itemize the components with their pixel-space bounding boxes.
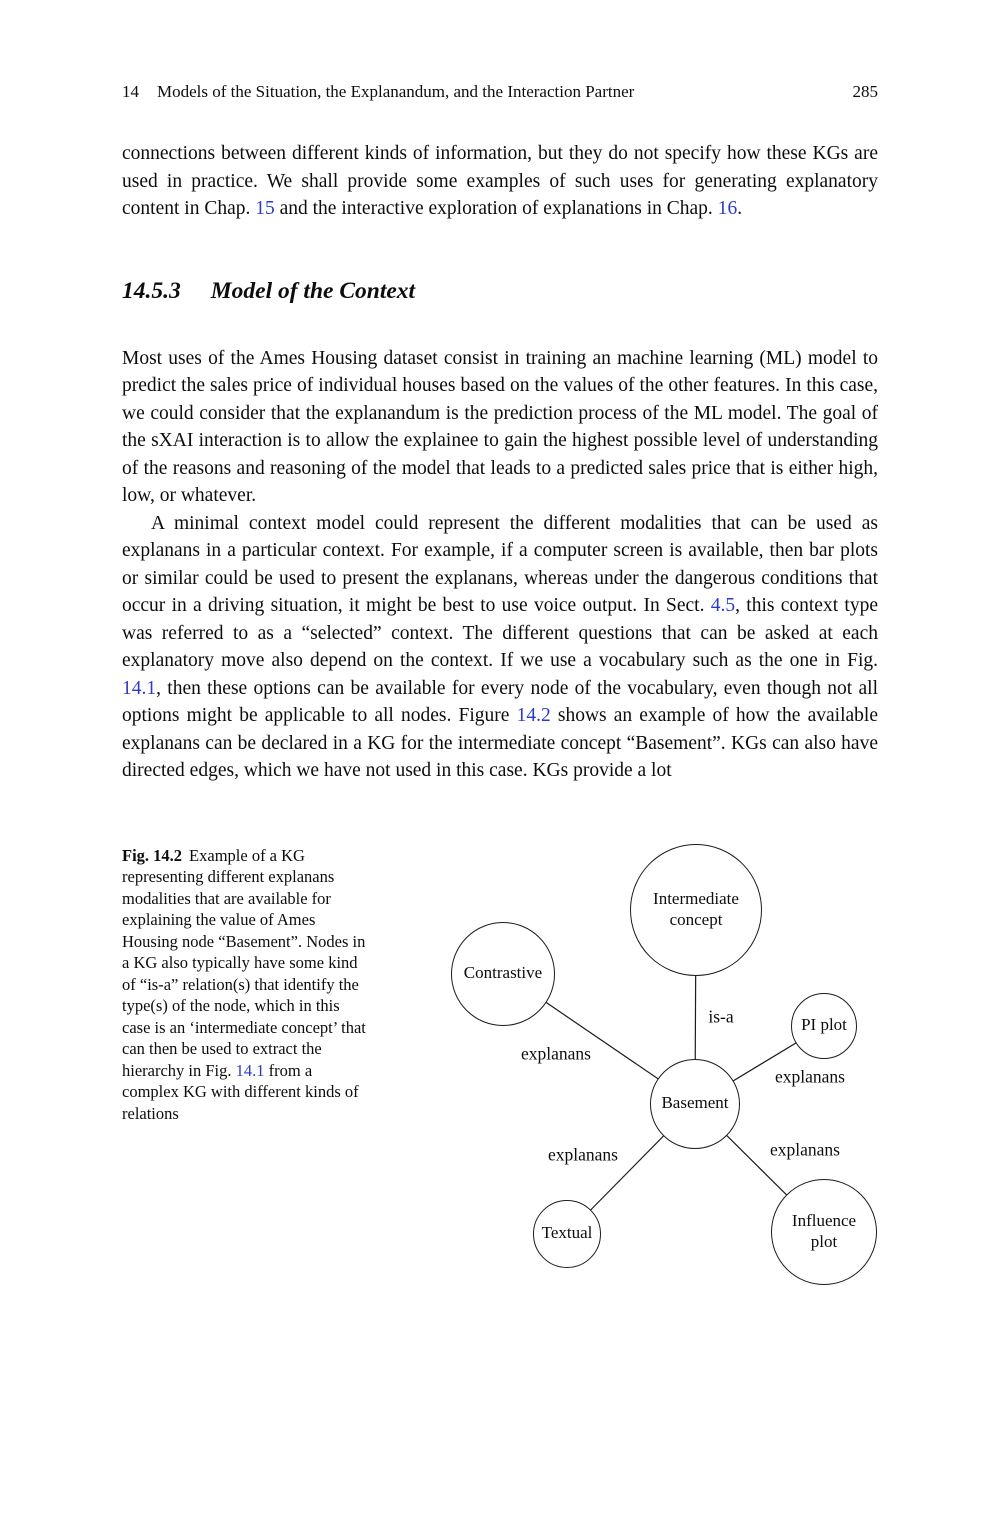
cross-reference-link[interactable]: 16: [717, 198, 738, 219]
text-segment: connections between different kinds of information, but they do not specify how these KGs are used in practice. We shall provide some examples of such uses for generating explanatory content in Chap.: [122, 143, 878, 219]
running-title-group: [122, 82, 634, 102]
running-title: Models of the Situation, the Explanandum, and the Interaction Partner: [157, 82, 635, 101]
section-heading: [122, 277, 878, 305]
cross-reference-link[interactable]: 15: [255, 198, 275, 219]
paragraph-context-2: [122, 510, 878, 785]
edge-label-explanans-influence: explanans: [770, 1139, 840, 1159]
page-header: [122, 82, 878, 102]
text-segment: shows an example of how the available explanans can be declared in a KG for the intermediate concept “Basement”. KGs can also have directed edges, which we have not used in this case. KGs provide a lot: [122, 705, 878, 781]
graph-node-pi-plot: [791, 993, 857, 1059]
text-segment: from a complex KG with different kinds of relations: [122, 1060, 359, 1123]
cross-reference-link[interactable]: 14.2: [516, 705, 551, 726]
graph-edges: [122, 839, 878, 1301]
cross-reference-link[interactable]: 14.1: [235, 1060, 265, 1080]
page-number: 285: [852, 82, 878, 101]
text-segment: , then these options can be available for every node of the vocabulary, even though not all options might be applicable to all nodes. Figure: [122, 677, 878, 726]
paragraph-context-1: [122, 345, 878, 510]
node-label: Intermediate concept: [653, 888, 739, 929]
knowledge-graph-diagram: [122, 839, 878, 1301]
cross-reference-link[interactable]: 4.5: [710, 595, 736, 616]
edge-label-explanans-pi-plot: explanans: [775, 1066, 845, 1086]
paragraph-intro: [122, 140, 878, 223]
edge-label-explanans-textual: explanans: [548, 1144, 618, 1164]
text-segment: .: [737, 198, 743, 219]
graph-node-contrastive: [451, 922, 555, 1026]
edge-label-is-a: is-a: [708, 1006, 734, 1026]
graph-node-basement: [650, 1059, 740, 1149]
text-segment: Most uses of the Ames Housing dataset consist in training an machine learning (ML) model to predict the sales price of individual houses based on the values of the other features. In this case, we could consider that the explanandum is the prediction process of the ML model. The goal of the sXAI interaction is to allow the explainee to gain the highest possible level of understanding of the reasons and reasoning of the model that leads to a predicted sales price that is either high, low, or whatever.: [122, 347, 878, 506]
text-segment: A minimal context model could represent the different modalities that can be used as explanans in a particular context. For example, if a computer screen is available, then bar plots or similar could be used to present the explanans, whereas under the dangerous conditions that occur in a driving situation, it might be best to use voice output. In Sect.: [122, 512, 878, 616]
text-segment: Example of a KG representing different explanans modalities that are available for explaining the value of Ames Housing node “Basement”. Nodes in a KG also typically have some kind of “is-a” relation(s) that identify the type(s) of the node, which in this case is an ‘intermediate concept’ that can then be used to extract the hierarchy in Fig.: [122, 845, 366, 1080]
chapter-number: 14: [122, 82, 139, 101]
graph-node-intermediate-concept: [630, 844, 762, 976]
node-label: Basement: [661, 1093, 729, 1113]
node-label: PI plot: [801, 1015, 847, 1035]
figure-14-2: [122, 839, 878, 1301]
text-segment: and the interactive exploration of explanations in Chap.: [274, 198, 718, 219]
text-segment: , this context type was referred to as a “selected” context. The different questions that can be asked at each explanatory move also depend on the context. If we use a vocabulary such as the one in Fig.: [122, 595, 878, 671]
edge-label-explanans-contrastive: explanans: [521, 1043, 591, 1063]
node-label: Influence plot: [791, 1210, 857, 1251]
graph-node-influence-plot: [771, 1179, 877, 1285]
node-label: Contrastive: [463, 963, 543, 983]
text-segment: Fig. 14.2: [122, 845, 183, 865]
section-title: Model of the Context: [210, 277, 416, 304]
section-number: 14.5.3: [122, 277, 181, 304]
graph-node-textual: [533, 1200, 601, 1268]
node-label: Textual: [541, 1223, 593, 1243]
cross-reference-link[interactable]: 14.1: [122, 677, 157, 699]
